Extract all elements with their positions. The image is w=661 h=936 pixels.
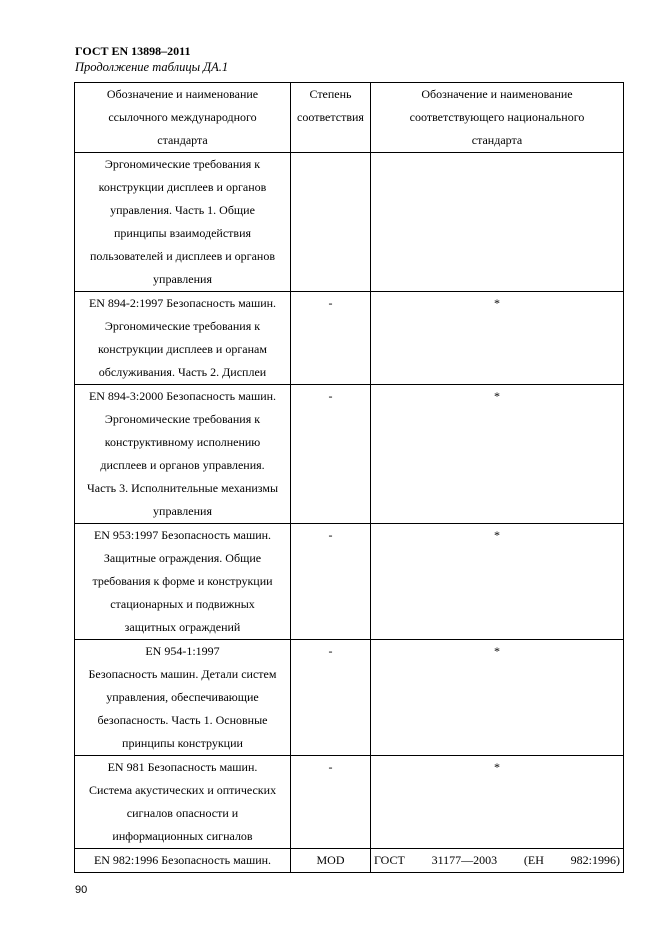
degree-cell: -	[291, 385, 371, 524]
table-continuation-caption: Продолжение таблицы ДА.1	[75, 60, 229, 74]
national-standard-cell: *	[371, 640, 624, 756]
national-standard-cell: *	[371, 385, 624, 524]
reference-standard-cell: Эргономические требования к конструкции дисплеев и органов управления. Часть 1. Общие принципы взаимодействия пользователей и дисплеев и органов управления	[75, 153, 291, 292]
page-number: 90	[75, 884, 88, 896]
degree-cell: -	[291, 524, 371, 640]
column-header-international: Обозначение и наименование ссылочного международного стандарта	[75, 83, 291, 153]
degree-cell	[291, 153, 371, 292]
national-standard-cell: *	[371, 524, 624, 640]
table-row	[75, 640, 624, 756]
document-code: ГОСТ EN 13898–2011	[75, 44, 191, 58]
reference-standard-cell: EN 894-3:2000 Безопасность машин. Эргономические требования к конструктивному исполнению дисплеев и органов управления. Часть 3. Исполнительные механизмы управления	[75, 385, 291, 524]
standards-table	[74, 82, 624, 873]
reference-standard-cell: EN 981 Безопасность машин. Система акустических и оптических сигналов опасности и информационных сигналов	[75, 756, 291, 849]
national-standard-cell	[371, 849, 624, 873]
table-row	[75, 292, 624, 385]
table-row	[75, 756, 624, 849]
national-standard-cell: *	[371, 292, 624, 385]
column-header-degree: Степень соответствия	[291, 83, 371, 153]
degree-cell: -	[291, 292, 371, 385]
degree-cell: -	[291, 756, 371, 849]
reference-standard-cell: EN 982:1996 Безопасность машин.	[75, 849, 291, 873]
national-standard-text: ГОСТ 31177—2003 (ЕН 982:1996)	[374, 853, 620, 867]
table-row	[75, 153, 624, 292]
degree-cell: -	[291, 640, 371, 756]
table-row	[75, 849, 624, 873]
reference-standard-cell: EN 894-2:1997 Безопасность машин. Эргономические требования к конструкции дисплеев и органам обслуживания. Часть 2. Дисплеи	[75, 292, 291, 385]
table-header-row	[75, 83, 624, 153]
national-standard-cell	[371, 153, 624, 292]
column-header-national: Обозначение и наименование соответствующего национального стандарта	[371, 83, 624, 153]
degree-cell: MOD	[291, 849, 371, 873]
reference-standard-cell: EN 954-1:1997 Безопасность машин. Детали систем управления, обеспечивающие безопасность. Часть 1. Основные принципы конструкции	[75, 640, 291, 756]
national-standard-cell: *	[371, 756, 624, 849]
table-row	[75, 524, 624, 640]
table-row	[75, 385, 624, 524]
reference-standard-cell: EN 953:1997 Безопасность машин. Защитные ограждения. Общие требования к форме и конструкции стационарных и подвижных защитных ограждений	[75, 524, 291, 640]
